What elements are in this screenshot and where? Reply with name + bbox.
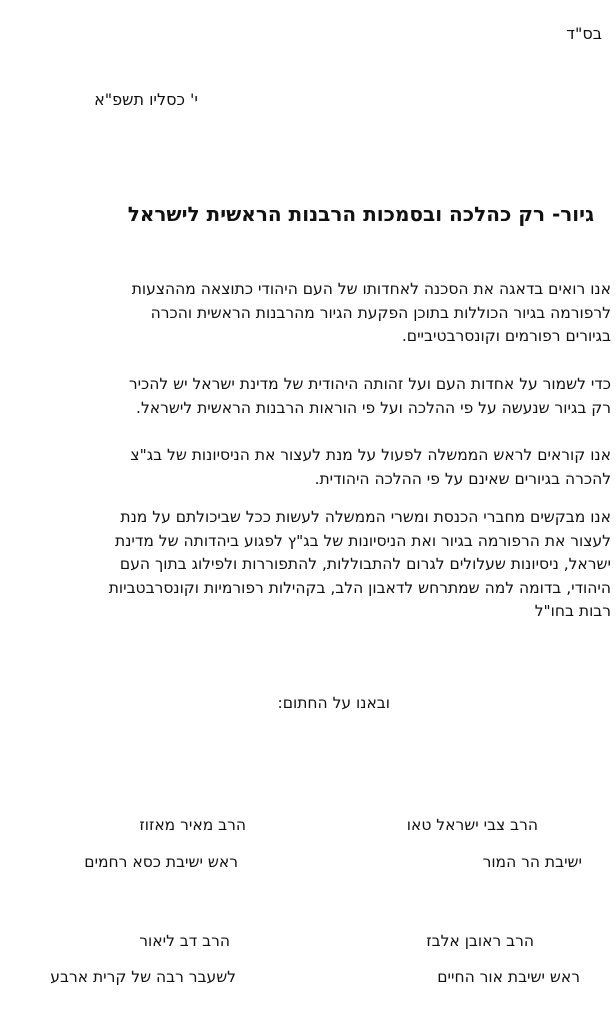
paragraph-line: ישראל, ניסיונות שעלולים לגרום להתבוללות, להתפוררות ולפילוג בתוך העם: [119, 555, 611, 573]
paragraph-line: רבות בחו"ל: [534, 602, 611, 620]
paragraph-1: [11, 278, 611, 349]
paragraph-line: היהודי, בדומה למה שמתרחש לדאבון הלב, בקהילות רפורמיות וקונסרבטביות: [108, 578, 611, 597]
signatory-title: לשעבר רבה של קרית ארבע: [50, 968, 236, 986]
signatory-title: ראש ישיבת כסא רחמים: [84, 853, 238, 871]
paragraph-4: [11, 506, 611, 624]
paragraph-line: רק בגיור שנעשה על פי ההלכה ועל פי הוראות הרבנות הראשית לישראל.: [136, 398, 611, 417]
letter-title: גיור- רק כהלכה ובסמכות הרבנות הראשית לישראל: [127, 202, 594, 226]
paragraph-line: אנו רואים בדאגה את הסכנה לאחדותו של העם היהודי כתוצאה מההצעות: [131, 280, 611, 298]
paragraph-line: לרפורמה בגיור הכוללות בתוכן הפקעת הגיור מהרבנות הראשית והכרה: [150, 303, 611, 322]
closing-line: ובאנו על החתום:: [277, 694, 390, 712]
paragraph-line: להכרה בגיורים שאינם על פי ההלכה היהודית.: [314, 469, 611, 488]
signatory-name: הרב דב ליאור: [139, 932, 230, 950]
paragraph-line: לעצור את הרפורמה בגיור ואת הניסיונות של בג"ץ לפגוע ביהדותה של מדינת: [115, 531, 611, 550]
paragraph-line: אנו מבקשים מחברי הכנסת ומשרי הממשלה לעשות ככל שביכולתם על מנת: [120, 508, 611, 526]
paragraph-line: אנו קוראים לראש הממשלה לפעול על מנת לעצור את הניסיונות של בג"צ: [130, 446, 611, 464]
paragraph-3: [11, 444, 611, 491]
signatory-name: הרב ראובן אלבז: [426, 932, 534, 950]
paragraph-line: כדי לשמור על אחדות העם ועל זהותה היהודית של מדינת ישראל יש להכיר: [128, 375, 611, 393]
bsd-header: בס"ד: [566, 24, 602, 43]
signatory-name: הרב מאיר מאזוז: [139, 816, 246, 834]
paragraph-line: בגיורים רפורמים וקונסרבטיביים.: [401, 327, 611, 345]
signatory-name: הרב צבי ישראל טאו: [406, 816, 538, 834]
paragraph-2: [11, 373, 611, 420]
signatory-title: ישיבת הר המור: [482, 853, 582, 871]
signatory-title: ראש ישיבת אור החיים: [437, 968, 580, 986]
letter-date: י' כסליו תשפ"א: [94, 90, 198, 109]
